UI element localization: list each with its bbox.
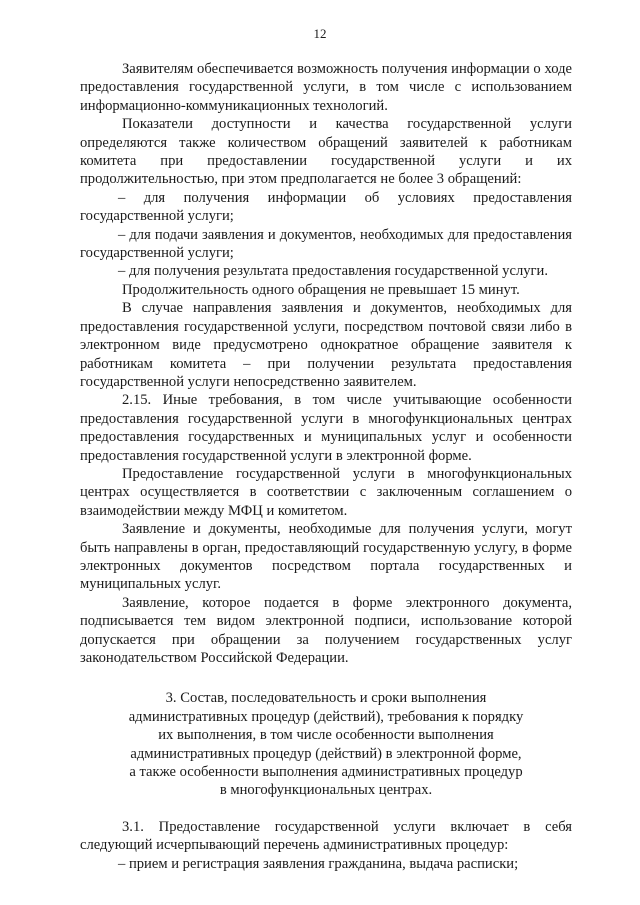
paragraph-3-1: 3.1. Предоставление государственной услуги включает в себя следующий исчерпывающий перечень административных процедур: bbox=[80, 818, 572, 854]
paragraph-mfc: Предоставление государственной услуги в многофункциональных центрах осуществляется в соответствии с заключенным соглашением о взаимодействии между МФЦ и комитетом. bbox=[80, 465, 572, 519]
heading-line: 3. Состав, последовательность и сроки выполнения bbox=[165, 690, 487, 707]
list-item-reception: – прием и регистрация заявления гражданина, выдача расписки; bbox=[118, 855, 519, 872]
list-item-result: – для получения результата предоставления государственной услуги. bbox=[118, 263, 548, 280]
paragraph-duration: Продолжительность одного обращения не превышает 15 минут. bbox=[122, 281, 520, 298]
paragraph-quality-indicators: Показатели доступности и качества государственной услуги определяются также количеством обращений заявителей к работникам комитета при предоставлении государственной услуги и их продолжительностью, при этом предполагается не более 3 обращений: bbox=[80, 116, 572, 188]
heading-line: их выполнения, в том числе особенности выполнения bbox=[158, 727, 494, 744]
heading-line: административных процедур (действий) в электронной форме, bbox=[130, 745, 522, 762]
page-number: 12 bbox=[313, 26, 327, 41]
paragraph-electronic-signature: Заявление, которое подается в форме электронного документа, подписывается тем видом электронной подписи, использование которой допускается при обращении за получением государственных услуг законодательством Российской Федерации. bbox=[80, 594, 572, 666]
heading-line: в многофункциональных центрах. bbox=[219, 782, 433, 799]
list-item-submission: – для подачи заявления и документов, необходимых для предоставления государственной услуги; bbox=[80, 226, 572, 262]
heading-line: а также особенности выполнения административных процедур bbox=[129, 764, 523, 781]
document-body bbox=[80, 60, 572, 873]
paragraph-2-15: 2.15. Иные требования, в том числе учитывающие особенности предоставления государственной услуги в многофункциональных центрах предоставления государственных и муниципальных услуг и особенности предоставления государственной услуги в электронной форме. bbox=[80, 392, 572, 464]
paragraph-mail-electronic: В случае направления заявления и документов, необходимых для предоставления государственной услуги, посредством почтовой связи либо в электронном виде предусмотрено однократное обращение заявителя к работникам комитета – при получении результата предоставления государственной услуги непосредственно заявителем. bbox=[80, 300, 572, 390]
list-item-info: – для получения информации об условиях предоставления государственной услуги; bbox=[80, 189, 572, 225]
paragraph-electronic-docs: Заявление и документы, необходимые для получения услуги, могут быть направлены в орган, предоставляющий государственную услугу, в форме электронных документов посредством портала государственных и муниципальных услуг. bbox=[80, 521, 572, 593]
section-3-heading bbox=[80, 689, 572, 799]
heading-line: административных процедур (действий), требования к порядку bbox=[128, 708, 524, 725]
paragraph-info-access: Заявителям обеспечивается возможность получения информации о ходе предоставления государственной услуги, в том числе с использованием информационно-коммуникационных технологий. bbox=[80, 61, 572, 114]
